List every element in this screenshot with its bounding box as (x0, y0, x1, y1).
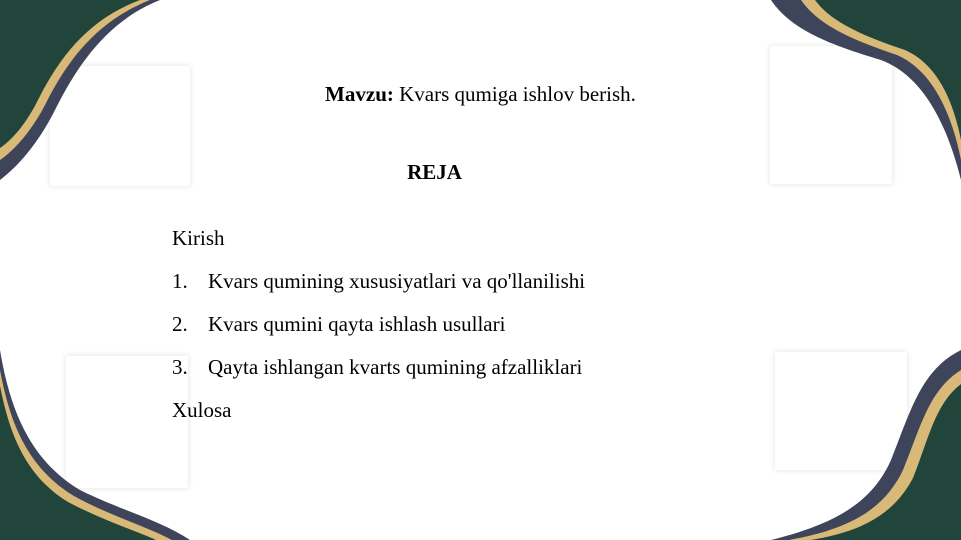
plan-item-text: Kvars qumini qayta ishlash usullari (208, 312, 506, 336)
plan-intro: Kirish (172, 226, 225, 250)
plan-item-number: 3. (172, 355, 188, 379)
plan-item-number: 2. (172, 312, 188, 336)
plan-item-2 (172, 310, 585, 353)
plan-list (172, 224, 585, 439)
plan-item-text: Qayta ishlangan kvarts qumining afzalliklari (208, 355, 583, 379)
corner-decoration-bottom-right (771, 350, 961, 540)
corner-decoration-bottom-left (0, 350, 190, 540)
plan-item-text: Kvars qumining xususiyatlari va qo'llanilishi (208, 269, 586, 293)
plan-item-number: 1. (172, 269, 188, 293)
plan-conclusion: Xulosa (172, 398, 232, 422)
topic-label: Mavzu: (325, 82, 394, 106)
plan-item-1 (172, 267, 585, 310)
topic-line (0, 80, 961, 108)
topic-text: Kvars qumiga ishlov berish. (399, 82, 636, 106)
plan-heading: REJA (407, 160, 462, 184)
plan-item-3 (172, 353, 585, 396)
